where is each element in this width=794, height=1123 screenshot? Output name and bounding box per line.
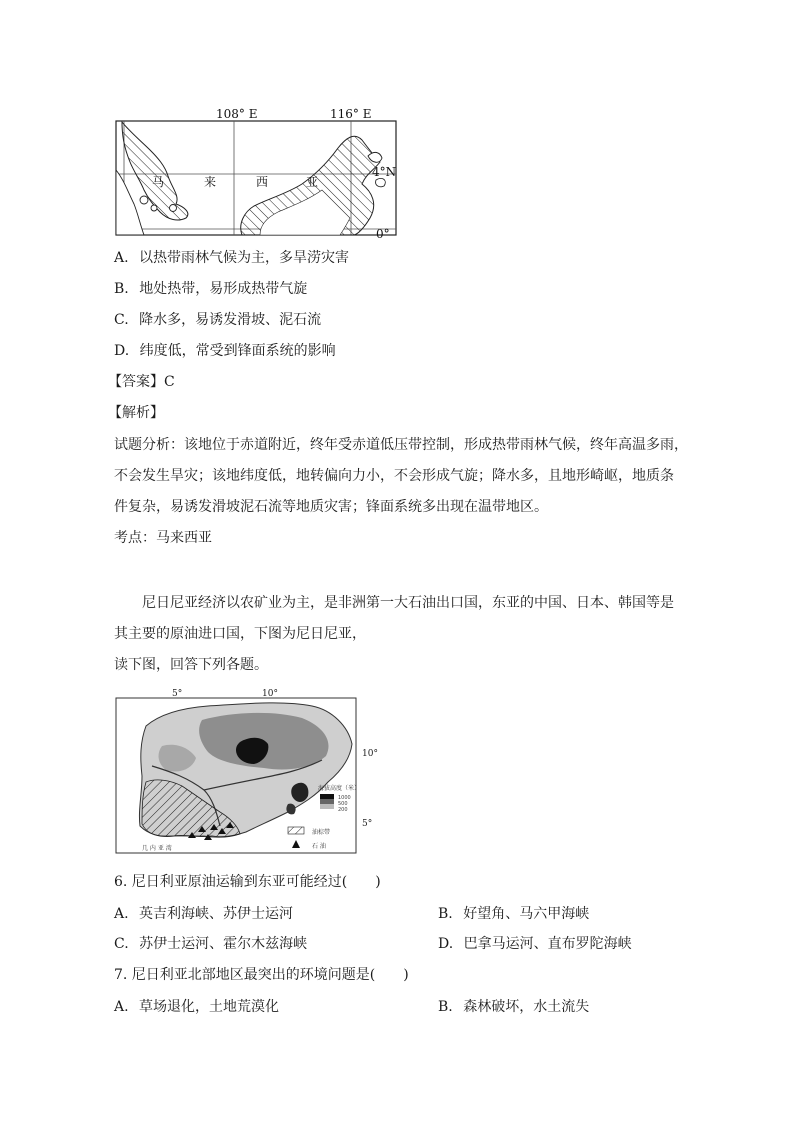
legend-oil-label: 石 油	[312, 843, 326, 850]
country-char-3: 西	[256, 175, 269, 189]
legend-palm-label: 油棕带	[312, 829, 331, 836]
q7-option-b	[438, 997, 589, 1017]
lon-5-label: 5°	[172, 689, 183, 699]
option-d	[114, 341, 336, 361]
lon-108-label: 108° E	[216, 107, 258, 121]
analysis-line-3: 件复杂，易诱发滑坡泥石流等地质灾害；锋面系统多出现在温带地区。	[114, 499, 548, 515]
option-c	[114, 310, 321, 330]
legend-value-1000: 1000	[338, 795, 351, 801]
answer-value: C	[164, 374, 175, 390]
q6-option-b-label: B.	[438, 906, 453, 922]
option-b-label: B.	[114, 281, 129, 297]
legend-value-200: 200	[338, 807, 348, 813]
malaysia-map	[110, 100, 410, 242]
q6-option-d-text: 巴拿马运河、直布罗陀海峡	[463, 936, 632, 952]
option-a-text: 以热带雨林气候为主，多旱涝灾害	[139, 250, 350, 266]
gulf-label: 几 内 亚 湾	[142, 845, 172, 852]
q7-option-b-label: B.	[438, 999, 453, 1015]
q7-option-a	[114, 997, 279, 1017]
q7-option-b-text: 森林破坏，水土流失	[463, 999, 590, 1015]
answer-label: 【答案】	[108, 374, 164, 390]
legend-palm-swatch	[288, 827, 304, 834]
passage-line-3: 读下图，回答下列各题。	[114, 657, 268, 673]
legend-title: 海拔高度（米）	[318, 785, 361, 792]
option-a	[114, 248, 349, 268]
q6-option-c-label: C.	[114, 936, 129, 952]
lat-0-label: 0°	[376, 227, 390, 241]
option-d-text: 纬度低，常受到锋面系统的影响	[139, 343, 336, 359]
option-b-text: 地处热带，易形成热带气旋	[139, 281, 308, 297]
q7-option-a-text: 草场退化，土地荒漠化	[139, 999, 280, 1015]
q6-option-a-label: A.	[114, 906, 129, 922]
q7-option-a-label: A.	[114, 999, 129, 1015]
passage-line-2: 其主要的原油进口国，下图为尼日尼亚，	[114, 626, 366, 642]
lon-116-label: 116° E	[330, 107, 372, 121]
option-c-text: 降水多，易诱发滑坡、泥石流	[139, 312, 322, 328]
kaodian-line: 考点：马来西亚	[114, 530, 212, 546]
lat-5-label: 5°	[362, 819, 373, 829]
option-a-label: A.	[114, 250, 129, 266]
q6-option-a	[114, 904, 293, 924]
nigeria-map	[112, 686, 388, 858]
country-char-1: 马	[152, 175, 165, 189]
analysis-line-1: 试题分析：该地位于赤道附近，终年受赤道低压带控制，形成热带雨林气候，终年高温多雨，	[114, 437, 688, 453]
q7-stem: 7. 尼日利亚北部地区最突出的环境问题是( )	[114, 967, 409, 983]
q6-option-d-label: D.	[438, 936, 454, 952]
q6-option-a-text: 英吉利海峡、苏伊士运河	[139, 906, 294, 922]
q6-option-b-text: 好望角、马六甲海峡	[463, 906, 590, 922]
country-char-2: 来	[204, 175, 217, 189]
analysis-label: 【解析】	[108, 405, 164, 421]
lat-4n-label: 4°N	[372, 165, 397, 179]
q6-option-d	[438, 934, 632, 954]
lon-10-label: 10°	[262, 689, 278, 699]
q6-option-b	[438, 904, 589, 924]
lat-10-label: 10°	[362, 749, 378, 759]
answer-line	[108, 372, 175, 392]
passage-line-1: 尼日尼亚经济以农矿业为主，是非洲第一大石油出口国，东亚的中国、日本、韩国等是	[142, 595, 674, 611]
analysis-line-2: 不会发生旱灾；该地纬度低，地转偏向力小，不会形成气旋；降水多，且地形崎岖，地质条	[114, 468, 674, 484]
q6-option-c	[114, 934, 307, 954]
q6-option-c-text: 苏伊士运河、霍尔木兹海峡	[139, 936, 308, 952]
q6-stem: 6. 尼日利亚原油运输到东亚可能经过( )	[114, 874, 381, 890]
option-b	[114, 279, 307, 299]
legend-value-500: 500	[338, 801, 348, 807]
option-d-label: D.	[114, 343, 130, 359]
option-c-label: C.	[114, 312, 129, 328]
country-char-4: 亚	[306, 175, 319, 189]
